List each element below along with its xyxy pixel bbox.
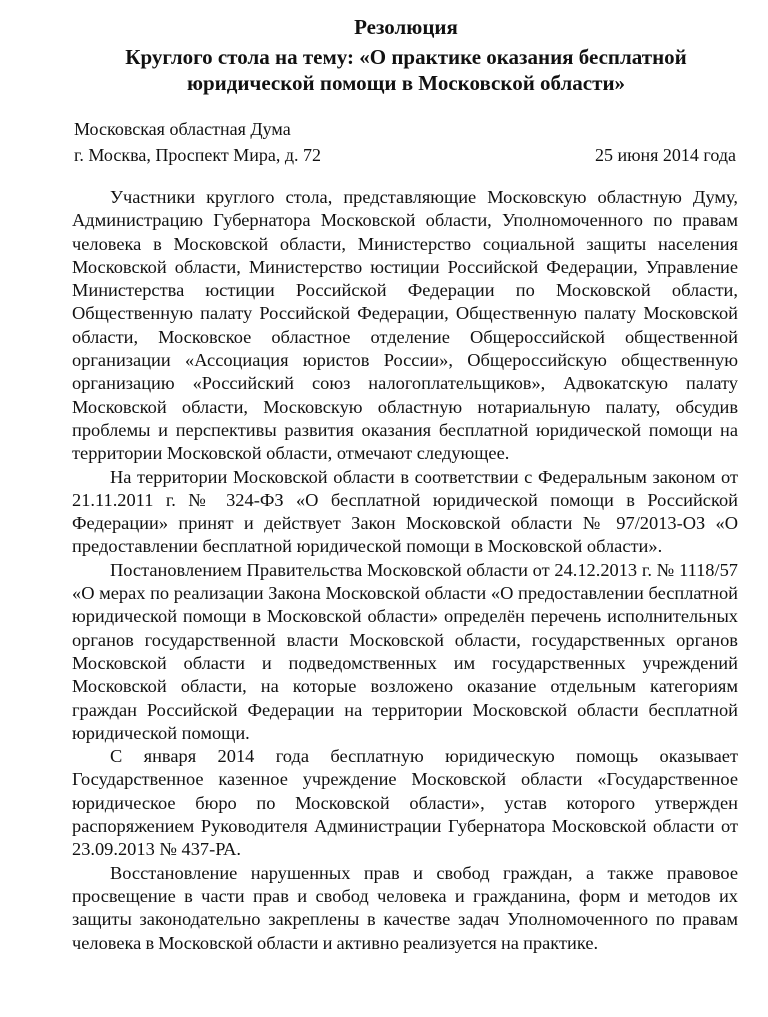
paragraph: Постановлением Правительства Московской области от 24.12.2013 г. № 1118/57 «О мерах по реализации Закона Московской области «О предоставлении бесплатной юридической помощи в Московской области» определён перечень исполнительных органов государственной власти Московской области, государственных органов Московской области и подведомственных им государственных учреждений Московской области, на которые возложено оказание отдельным категориям граждан Российской Федерации на территории Московской области бесплатной юридической помощи. xyxy=(72,559,738,743)
paragraph: Участники круглого стола, представляющие Московскую областную Думу, Администрацию Губернатора Московской области, Уполномоченного по правам человека в Московской области, Министерство социальной защиты населения Московской области, Министерство юстиции Российской Федерации, Управление Министерства юстиции Российской Федерации по Московской области, Общественную палату Российской Федерации, Общественную палату Московской области, Московское областное отделение Общероссийской общественной организации «Ассоциация юристов России», Общероссийскую общественную организацию «Российский союз налогоплательщиков», Адвокатскую палату Московской области, Московскую областную нотариальную палату, обсудив проблемы и перспективы развития оказания бесплатной юридической помощи на территории Московской области, отмечают следующее. xyxy=(72,187,738,464)
paragraph: Восстановление нарушенных прав и свобод граждан, а также правовое просвещение в части прав и свобод человека и гражданина, форм и методов их защиты законодательно закреплены в качестве задач Уполномоченного по правам человека в Московской области и активно реализуется на практике. xyxy=(72,862,738,953)
document-subtitle: Круглого стола на тему: «О практике оказания бесплатной юридической помощи в Московской области» xyxy=(125,45,687,95)
address: г. Москва, Проспект Мира, д. 72 xyxy=(74,145,322,165)
paragraph: С января 2014 года бесплатную юридическую помощь оказывает Государственное казенное учреждение Московской области «Государственное юридическое бюро по Московской области», устав которого утвержден распоряжением Руководителя Администрации Губернатора Московской области от 23.09.2013 № 437-РА. xyxy=(72,746,738,860)
organization-name: Московская областная Дума xyxy=(74,119,291,139)
document-body xyxy=(72,186,738,955)
document-title: Резолюция xyxy=(354,15,458,39)
document-header-info xyxy=(74,116,321,168)
paragraph: На территории Московской области в соответствии с Федеральным законом от 21.11.2011 г. № 324-ФЗ «О бесплатной юридической помощи в Российской Федерации» принят и действует Закон Московской области № 97/2013-ОЗ «О предоставлении бесплатной юридической помощи в Московской области». xyxy=(72,466,738,557)
document-date: 25 июня 2014 года xyxy=(594,145,736,165)
